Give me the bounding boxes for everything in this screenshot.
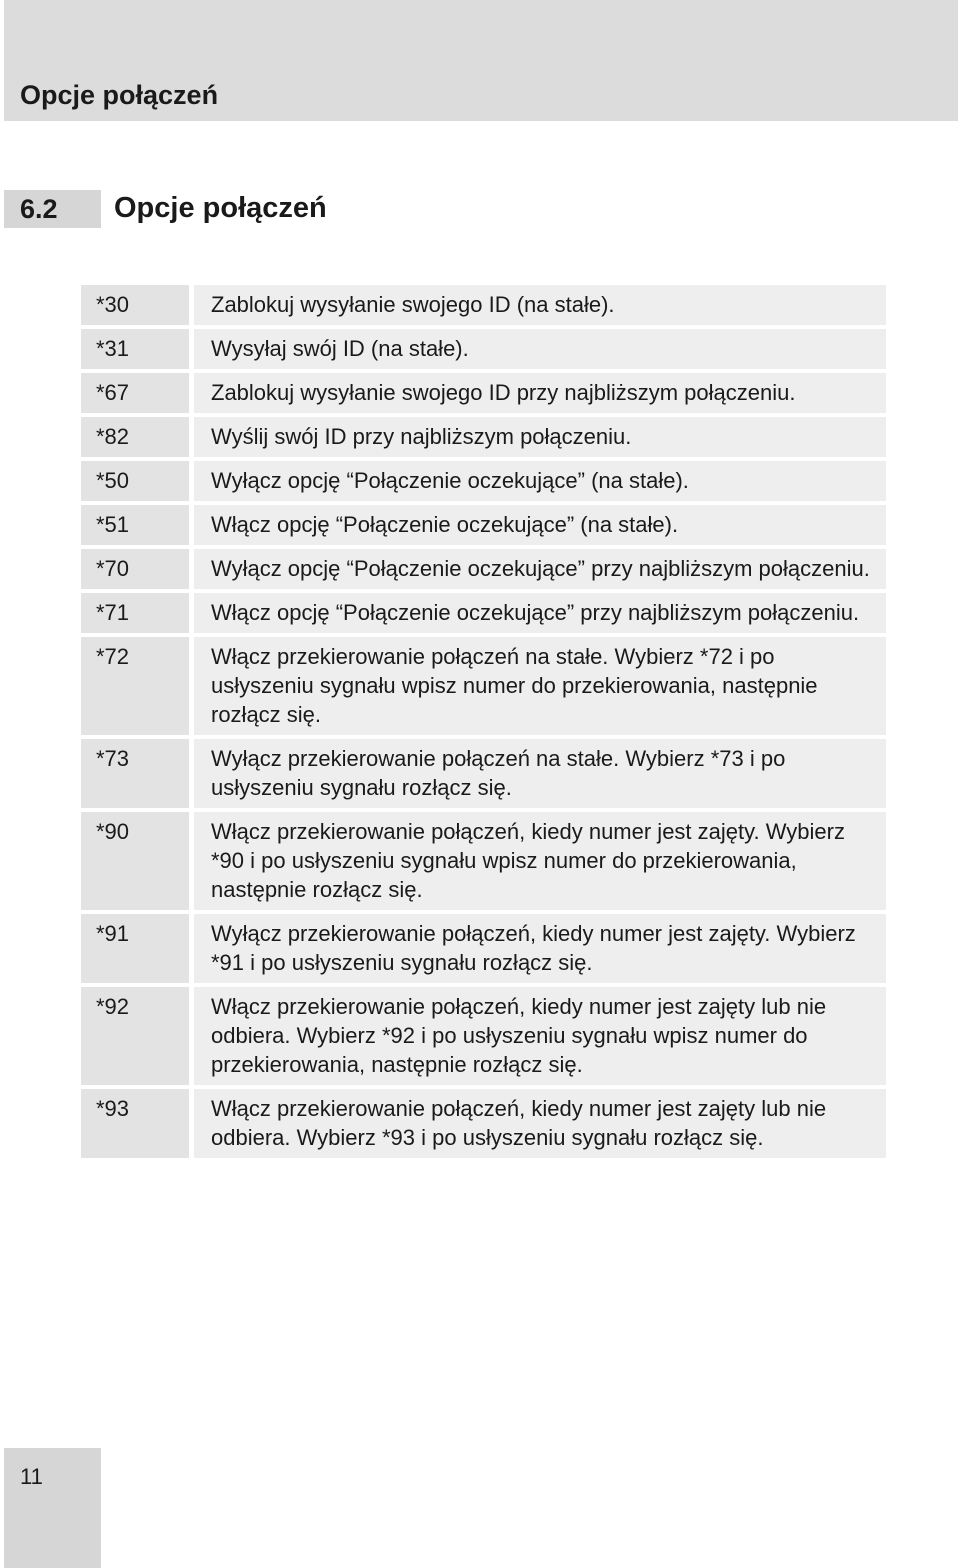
code-cell: *72	[81, 637, 189, 735]
table-row	[81, 812, 886, 910]
table-row	[81, 505, 886, 545]
table-row	[81, 739, 886, 808]
table-row	[81, 637, 886, 735]
table-row	[81, 1089, 886, 1158]
code-cell: *51	[81, 505, 189, 545]
code-cell: *31	[81, 329, 189, 369]
description-cell: Włącz przekierowanie połączeń na stałe. Wybierz *72 i po usłyszeniu sygnału wpisz numer do przekierowania, następnie rozłącz się.	[194, 637, 886, 735]
description-cell: Włącz przekierowanie połączeń, kiedy numer jest zajęty lub nie odbiera. Wybierz *92 i po usłyszeniu sygnału wpisz numer do przekierowania, następnie rozłącz się.	[194, 987, 886, 1085]
description-cell: Włącz przekierowanie połączeń, kiedy numer jest zajęty. Wybierz *90 i po usłyszeniu sygnału wpisz numer do przekierowania, następnie rozłącz się.	[194, 812, 886, 910]
call-codes-table	[81, 285, 886, 1162]
description-cell: Zablokuj wysyłanie swojego ID przy najbliższym połączeniu.	[194, 373, 886, 413]
code-cell: *73	[81, 739, 189, 808]
table-row	[81, 987, 886, 1085]
description-cell: Włącz przekierowanie połączeń, kiedy numer jest zajęty lub nie odbiera. Wybierz *93 i po usłyszeniu sygnału rozłącz się.	[194, 1089, 886, 1158]
description-cell: Zablokuj wysyłanie swojego ID (na stałe).	[194, 285, 886, 325]
description-cell: Wyłącz opcję “Połączenie oczekujące” (na stałe).	[194, 461, 886, 501]
description-cell: Wyłącz przekierowanie połączeń na stałe. Wybierz *73 i po usłyszeniu sygnału rozłącz się.	[194, 739, 886, 808]
description-cell: Wyłącz opcję “Połączenie oczekujące” przy najbliższym połączeniu.	[194, 549, 886, 589]
code-cell: *92	[81, 987, 189, 1085]
description-cell: Wyłącz przekierowanie połączeń, kiedy numer jest zajęty. Wybierz *91 i po usłyszeniu sygnału rozłącz się.	[194, 914, 886, 983]
description-cell: Włącz opcję “Połączenie oczekujące” (na stałe).	[194, 505, 886, 545]
code-cell: *91	[81, 914, 189, 983]
page-number: 11	[20, 1464, 43, 1489]
page-header-title: Opcje połączeń	[20, 80, 219, 110]
description-cell: Wysyłaj swój ID (na stałe).	[194, 329, 886, 369]
code-cell: *67	[81, 373, 189, 413]
code-cell: *71	[81, 593, 189, 633]
table-row	[81, 549, 886, 589]
code-cell: *93	[81, 1089, 189, 1158]
code-cell: *50	[81, 461, 189, 501]
section-number: 6.2	[20, 194, 58, 224]
code-cell: *30	[81, 285, 189, 325]
code-cell: *90	[81, 812, 189, 910]
table-row	[81, 329, 886, 369]
code-cell: *70	[81, 549, 189, 589]
table-row	[81, 373, 886, 413]
table-row	[81, 914, 886, 983]
table-row	[81, 593, 886, 633]
section-title: Opcje połączeń	[114, 192, 327, 224]
code-cell: *82	[81, 417, 189, 457]
table-row	[81, 417, 886, 457]
table-row	[81, 285, 886, 325]
description-cell: Wyślij swój ID przy najbliższym połączeniu.	[194, 417, 886, 457]
page-number-tab	[4, 1448, 101, 1568]
table-row	[81, 461, 886, 501]
description-cell: Włącz opcję “Połączenie oczekujące” przy najbliższym połączeniu.	[194, 593, 886, 633]
